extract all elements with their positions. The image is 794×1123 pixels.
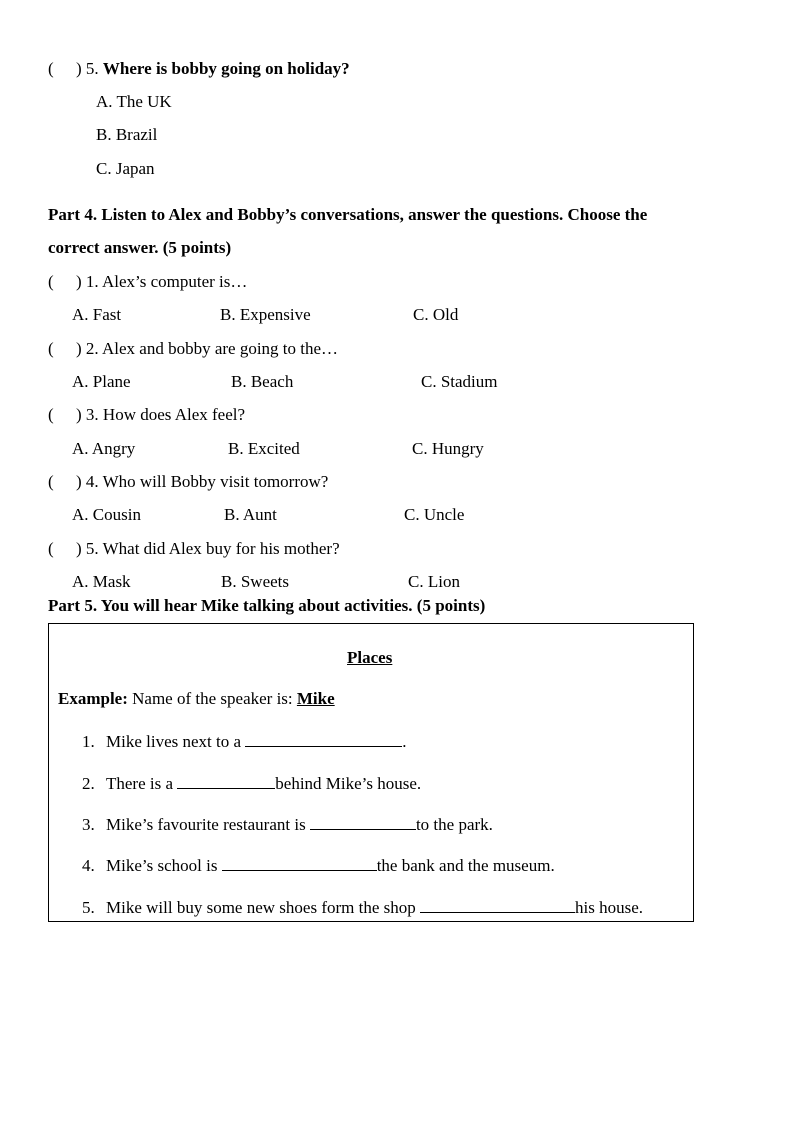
example-label: Example: bbox=[58, 689, 128, 708]
part4-q3-option-a: A. Angry bbox=[72, 439, 136, 458]
part4-q2-option-b: B. Beach bbox=[231, 372, 294, 391]
answer-blank[interactable] bbox=[245, 730, 402, 747]
item-after: . bbox=[402, 732, 407, 751]
answer-paren: ( bbox=[48, 539, 54, 558]
part4-q1-stem: ) 1. Alex’s computer is… bbox=[76, 272, 248, 291]
answer-paren: ( bbox=[48, 59, 54, 78]
answer-blank[interactable] bbox=[420, 896, 575, 913]
example-answer: Mike bbox=[296, 689, 335, 708]
part4-q4-option-c: C. Uncle bbox=[404, 505, 465, 524]
part4-q1 bbox=[48, 272, 247, 292]
part4-q4-option-b: B. Aunt bbox=[224, 505, 277, 524]
part5-item-5 bbox=[82, 896, 643, 918]
part4-q2-stem: ) 2. Alex and bobby are going to the… bbox=[76, 339, 339, 358]
q5-line bbox=[48, 59, 350, 79]
part4-heading-line2: correct answer. (5 points) bbox=[48, 238, 232, 257]
item-before: Mike will buy some new shoes form the shop bbox=[106, 898, 416, 917]
item-number: 4. bbox=[82, 856, 95, 875]
example-text: Name of the speaker is: bbox=[132, 689, 293, 708]
item-after: behind Mike’s house. bbox=[275, 774, 422, 793]
part5-item-2 bbox=[82, 772, 421, 794]
item-before: Mike lives next to a bbox=[106, 732, 242, 751]
part4-q2-option-c: C. Stadium bbox=[421, 372, 498, 391]
part4-q4-stem: ) 4. Who will Bobby visit tomorrow? bbox=[76, 472, 329, 491]
item-number: 3. bbox=[82, 815, 95, 834]
part4-q3-stem: ) 3. How does Alex feel? bbox=[76, 405, 246, 424]
answer-paren: ( bbox=[48, 272, 54, 291]
answer-blank[interactable] bbox=[177, 772, 275, 789]
part4-q3 bbox=[48, 405, 245, 425]
answer-blank[interactable] bbox=[222, 854, 377, 871]
part4-q2-option-a: A. Plane bbox=[72, 372, 131, 391]
example-line bbox=[58, 689, 335, 709]
q5-option-b: B. Brazil bbox=[96, 125, 158, 144]
part5-heading: Part 5. You will hear Mike talking about activities. (5 points) bbox=[48, 596, 486, 615]
part4-q5-option-a: A. Mask bbox=[72, 572, 131, 591]
item-after: his house. bbox=[575, 898, 643, 917]
item-number: 2. bbox=[82, 774, 95, 793]
item-before: There is a bbox=[106, 774, 174, 793]
item-before: Mike’s school is bbox=[106, 856, 218, 875]
item-number: 1. bbox=[82, 732, 95, 751]
answer-paren: ( bbox=[48, 339, 54, 358]
part4-q5-option-b: B. Sweets bbox=[221, 572, 289, 591]
paren-close: ) bbox=[76, 59, 82, 78]
part4-q3-option-c: C. Hungry bbox=[412, 439, 484, 458]
q5-option-c: C. Japan bbox=[96, 159, 155, 178]
part5-item-3 bbox=[82, 813, 493, 835]
answer-paren: ( bbox=[48, 405, 54, 424]
item-after: the bank and the museum. bbox=[376, 856, 555, 875]
answer-blank[interactable] bbox=[310, 813, 416, 830]
part4-q4-option-a: A. Cousin bbox=[72, 505, 141, 524]
q5-number: 5. bbox=[85, 59, 99, 78]
part5-item-1 bbox=[82, 730, 407, 752]
item-before: Mike’s favourite restaurant is bbox=[106, 815, 306, 834]
q5-option-a: A. The UK bbox=[96, 92, 172, 111]
item-number: 5. bbox=[82, 898, 95, 917]
part4-q1-option-b: B. Expensive bbox=[220, 305, 311, 324]
part4-q5-stem: ) 5. What did Alex buy for his mother? bbox=[76, 539, 340, 558]
item-after: to the park. bbox=[415, 815, 493, 834]
part4-q5 bbox=[48, 539, 340, 559]
part4-q1-option-a: A. Fast bbox=[72, 305, 122, 324]
part4-q4 bbox=[48, 472, 328, 492]
part4-heading-line1: Part 4. Listen to Alex and Bobby’s conversations, answer the questions. Choose the bbox=[48, 205, 648, 224]
places-title: Places bbox=[347, 648, 393, 667]
answer-paren: ( bbox=[48, 472, 54, 491]
part4-q5-option-c: C. Lion bbox=[408, 572, 460, 591]
q5-question: Where is bobby going on holiday? bbox=[102, 59, 350, 78]
part5-item-4 bbox=[82, 854, 555, 876]
part4-q1-option-c: C. Old bbox=[413, 305, 459, 324]
part4-q2 bbox=[48, 339, 338, 359]
part4-q3-option-b: B. Excited bbox=[228, 439, 300, 458]
